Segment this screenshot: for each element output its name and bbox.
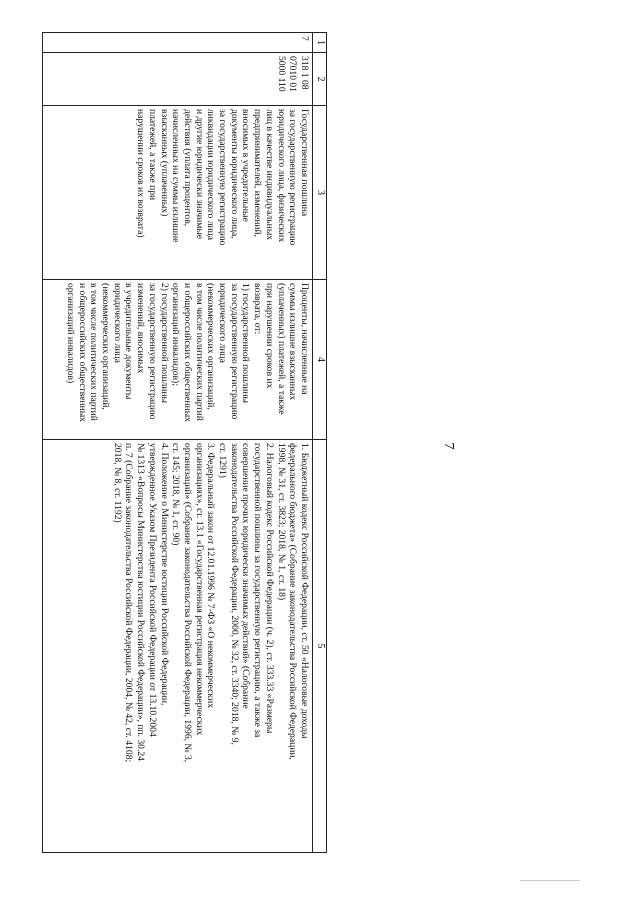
- legal-basis-cell: 1. Бюджетный кодекс Российской Федерации, ст. 50 «Налоговые доходы федерального бюджета» (Собрание законодательства Российской Федерации, 1998, № 31, ст. 3823; 2018, № 1, ст. 18) 2. Налоговый кодекс Российской Федерации (ч. 2), ст. 333.33 «Размеры государственной пошлины за государственную регистрацию, а также за совершение прочих юридически значимых действий» (Собрание законодательства Российской Федерации, 2000, № 32, ст. 3340; 2018, № 9, ст. 1291) 3. Федеральный закон от 12.01.1996 № 7-ФЗ «О некоммерческих организациях», ст. 13.1 «Государственная регистрация некоммерческих организаций» (Собрание законодательства Российской Федерации, 1996, № 3, ст. 145; 2018, № 1, ст. 90) 4. Положение о Министерстве юстиции Российской Федерации, утвержденное Указом Президента Российской Федерации от 13.10.2004 № 1313 «Вопросы Министерства юстиции Российской Федерации», пп. 30.24 п. 7 (Собрание законодательства Российской Федерации, 2004, № 42, ст. 4108; 2018, № 8, ст. 1192): [43, 440, 313, 853]
- header-cell-5: 5: [313, 440, 327, 853]
- row-number-cell: 7: [43, 33, 313, 53]
- budget-code-cell: 318 1 08 07010 01 5000 110: [43, 53, 313, 106]
- income-name-cell: Государственная пошлина за государственную регистрацию юридического лица, физических лиц в качестве индивидуальных предпринимателей, изменений, вносимых в учредительные документы юридического лица, за государственную регистрацию ликвидации юридического лица и другие юридически значимые действия (уплата процентов, начисленных на суммы излишне взысканных (уплаченных) платежей, а также при нарушении сроков их возврата): [43, 106, 313, 280]
- table-row: [43, 33, 313, 853]
- scan-artifact: [520, 880, 580, 881]
- header-cell-2: 2: [313, 53, 327, 106]
- description-cell: Проценты, начисленные на суммы излишне взысканных (уплаченных) платежей, а также при нарушении сроков их возврата, от: 1) государственной пошлины за государственную регистрацию юридического лица (некоммерческих организаций, в том числе политических партий и общероссийских общественных организаций инвалидов); 2) государственной пошлины за государственную регистрацию изменений, вносимых в учредительные документы юридического лица (некоммерческих организаций, в том числе политических партий и общероссийских общественных организаций инвалидов): [43, 280, 313, 440]
- header-cell-3: 3: [313, 106, 327, 280]
- rotated-table-container: [47, 32, 327, 852]
- header-cell-1: 1: [313, 33, 327, 53]
- page-number: 7: [441, 442, 456, 450]
- table-header-row: [313, 33, 327, 853]
- legal-table: [42, 32, 327, 853]
- header-cell-4: 4: [313, 280, 327, 440]
